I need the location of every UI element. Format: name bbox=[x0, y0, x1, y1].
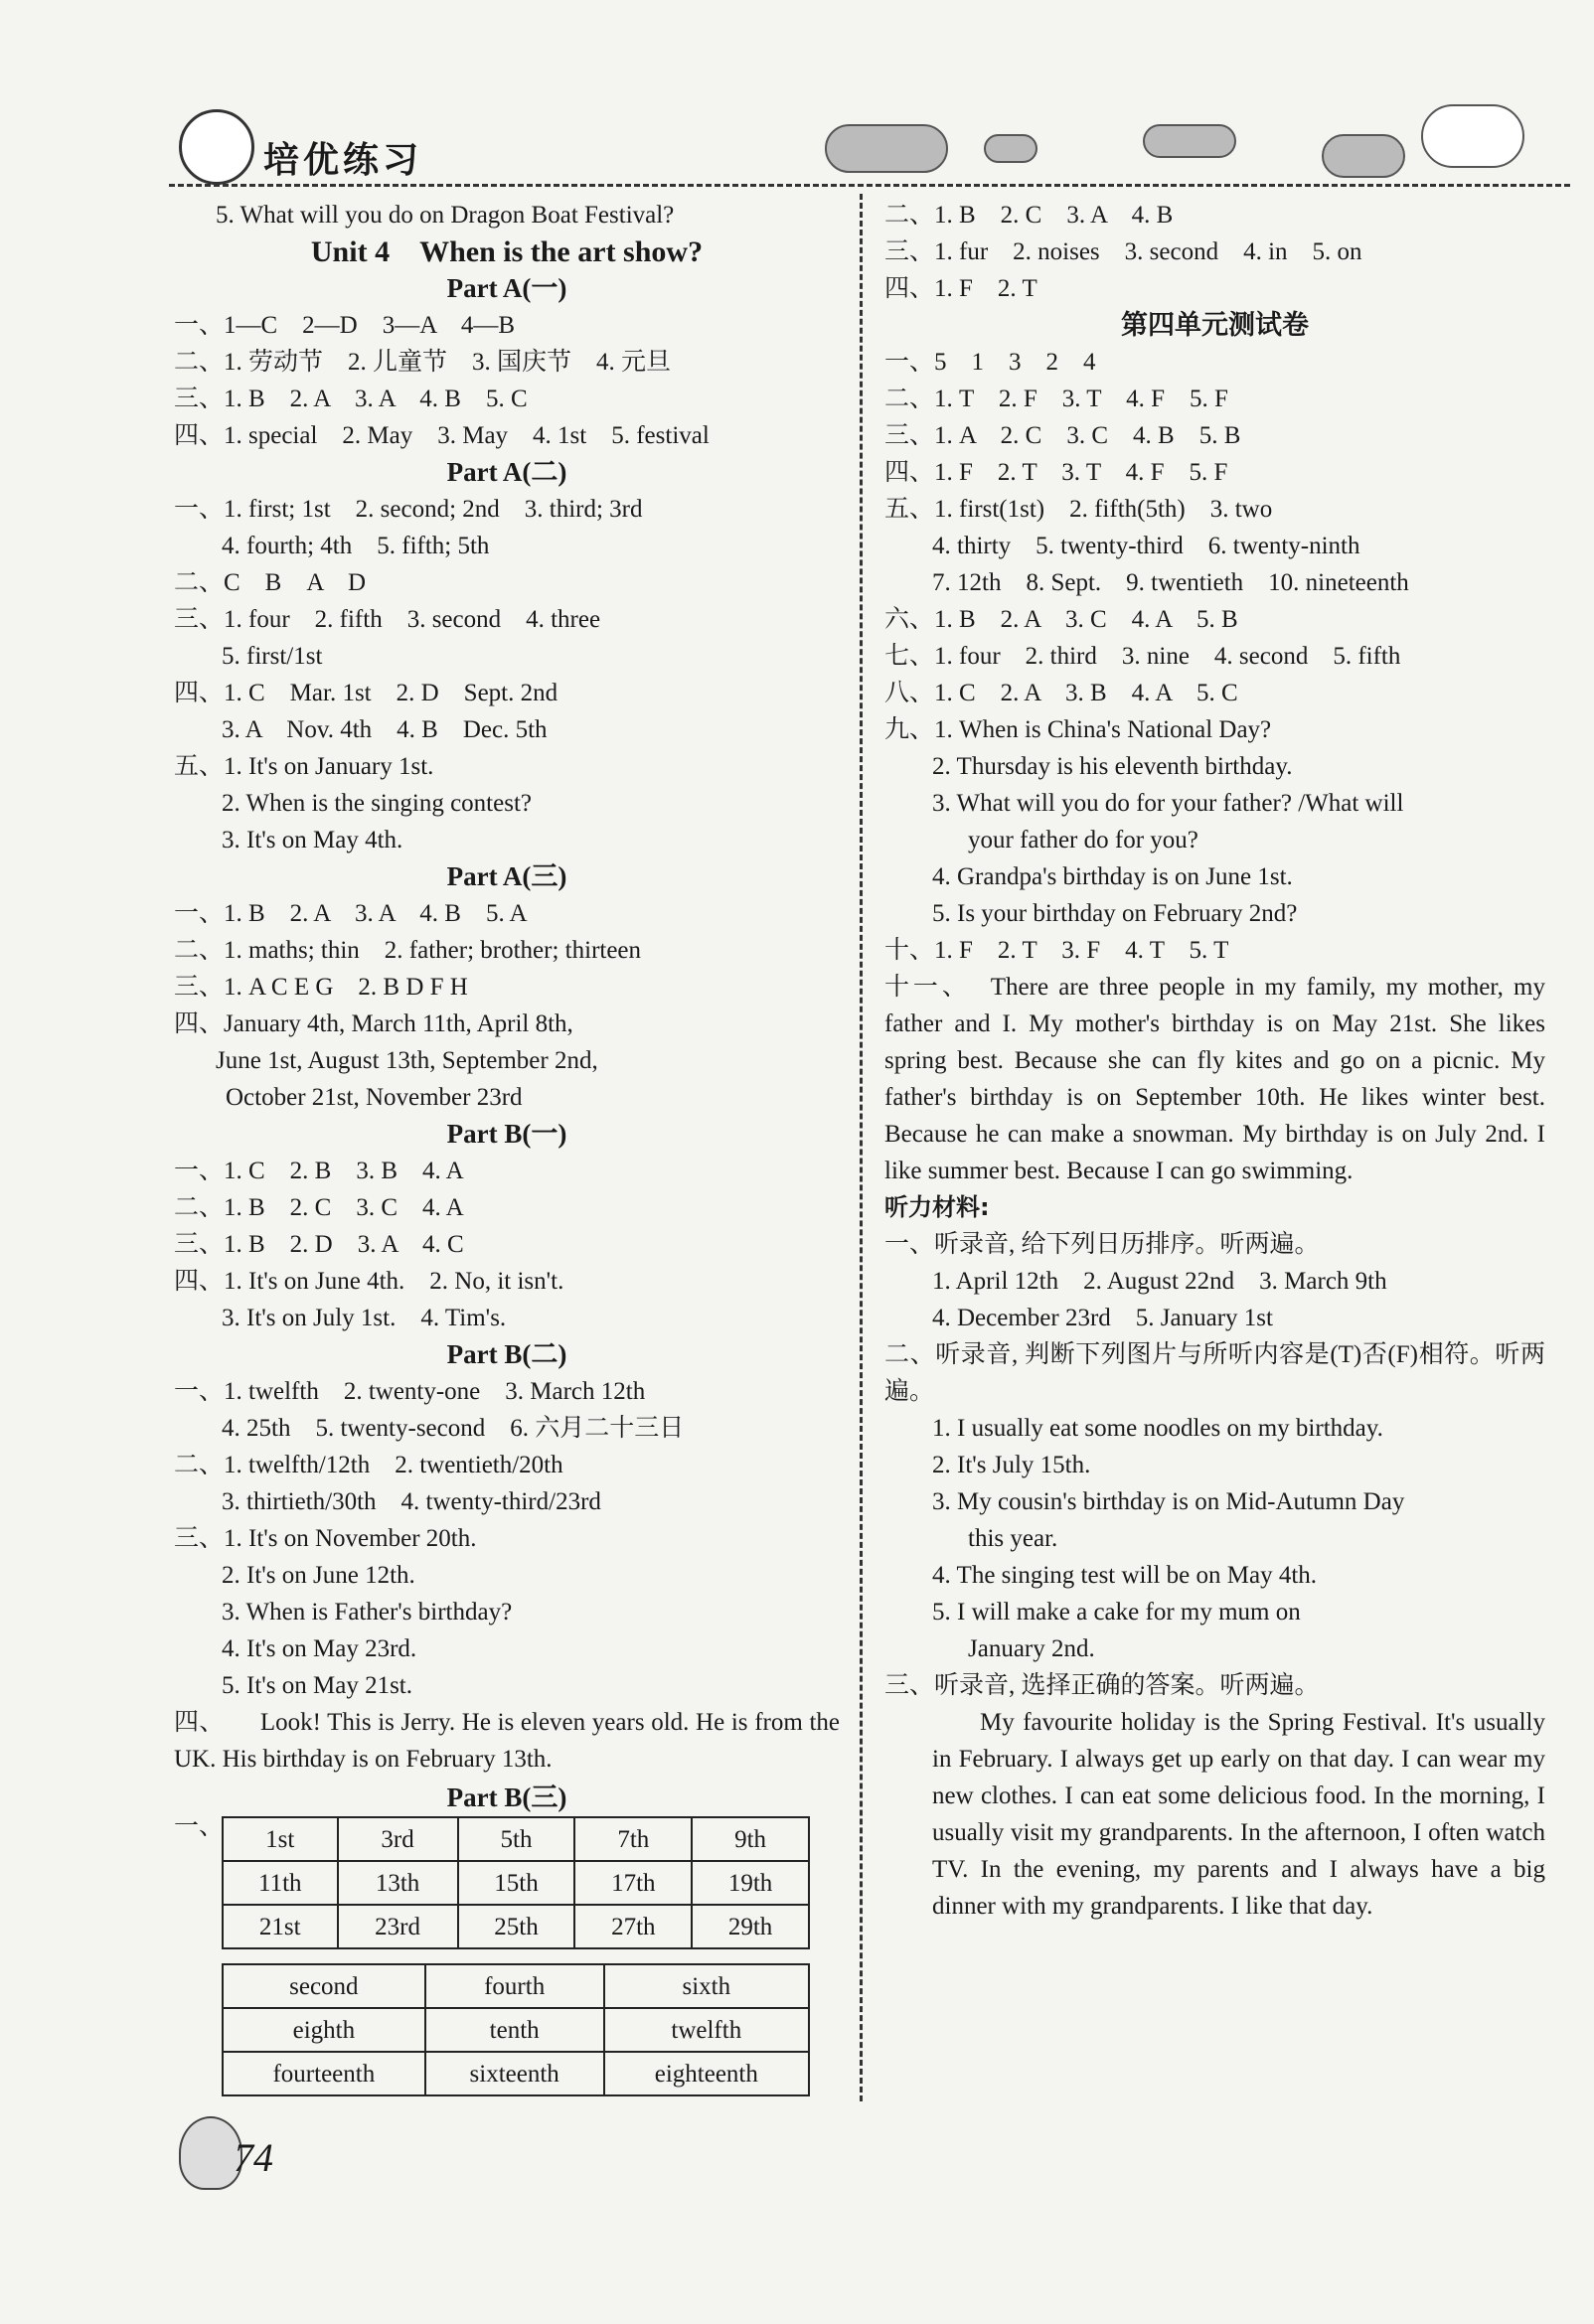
table-cell: 23rd bbox=[338, 1905, 458, 1948]
table-cell: tenth bbox=[425, 2008, 604, 2052]
tables-block bbox=[174, 1813, 840, 2114]
test-title: 第四单元测试卷 bbox=[1121, 310, 1309, 341]
answer-line: 5. It's on May 21st. bbox=[222, 1672, 413, 1699]
answer-line: January 2nd. bbox=[968, 1635, 1095, 1662]
answer-line: 3. It's on July 1st. 4. Tim's. bbox=[222, 1305, 507, 1331]
answer-line: 二、1. twelfth/12th 2. twentieth/20th bbox=[174, 1452, 563, 1478]
answer-line: 4. thirty 5. twenty-third 6. twenty-ninth bbox=[932, 533, 1360, 559]
answer-line: 5. Is your birthday on February 2nd? bbox=[932, 900, 1298, 927]
answer-line: 5. first/1st bbox=[222, 643, 323, 670]
answer-line: 3. When is Father's birthday? bbox=[222, 1599, 513, 1626]
section-title: Part A(二) bbox=[446, 457, 567, 487]
answer-line: 一、1. first; 1st 2. second; 2nd 3. third; 3rd bbox=[174, 496, 643, 523]
answer-line: 3. It's on May 4th. bbox=[222, 827, 403, 853]
answer-line: 二、1. B 2. C 3. A 4. B bbox=[884, 202, 1174, 229]
answer-line: 四、1. special 2. May 3. May 4. 1st 5. festival bbox=[174, 422, 710, 449]
answer-line: 4. fourth; 4th 5. fifth; 5th bbox=[222, 533, 490, 559]
page-number: 74 bbox=[234, 2135, 273, 2180]
header-divider bbox=[169, 184, 1570, 187]
answer-line: your father do for you? bbox=[968, 827, 1198, 853]
table-cell: 13th bbox=[338, 1861, 458, 1905]
answer-line: 2. It's July 15th. bbox=[932, 1452, 1091, 1478]
answer-line: 八、1. C 2. A 3. B 4. A 5. C bbox=[884, 680, 1238, 706]
table-cell: fourteenth bbox=[223, 2052, 425, 2095]
table-cell: second bbox=[223, 1964, 425, 2008]
answer-line: 三、1. It's on November 20th. bbox=[174, 1525, 477, 1552]
answer-line: 一、1. B 2. A 3. A 4. B 5. A bbox=[174, 900, 528, 927]
table-cell: fourth bbox=[425, 1964, 604, 2008]
answer-line: 1. I usually eat some noodles on my birthday. bbox=[932, 1415, 1383, 1442]
item-label: 十一、 bbox=[884, 974, 971, 1001]
book-title: 培优练习 bbox=[263, 140, 423, 181]
section-title: Part B(三) bbox=[446, 1782, 567, 1812]
answer-line: 七、1. four 2. third 3. nine 4. second 5. fifth bbox=[884, 643, 1401, 670]
left-column bbox=[174, 197, 840, 2114]
listening-title: 听力材料: bbox=[884, 1193, 990, 1221]
answer-line: 九、1. When is China's National Day? bbox=[884, 716, 1272, 743]
answer-line: 二、1. maths; thin 2. father; brother; thirteen bbox=[174, 937, 642, 964]
sun-face-icon bbox=[179, 109, 254, 185]
answer-line: 7. 12th 8. Sept. 9. twentieth 10. nineteenth bbox=[932, 569, 1409, 596]
answer-line: 四、1. F 2. T bbox=[884, 275, 1037, 302]
essay-paragraph bbox=[884, 969, 1545, 1189]
item-label: 一、 bbox=[174, 1813, 225, 1840]
column-divider bbox=[860, 194, 863, 2101]
answer-line: 六、1. B 2. A 3. C 4. A 5. B bbox=[884, 606, 1238, 633]
table-cell: twelfth bbox=[604, 2008, 809, 2052]
table-cell: sixth bbox=[604, 1964, 809, 2008]
answer-line: 四、1. C Mar. 1st 2. D Sept. 2nd bbox=[174, 680, 558, 706]
table-cell: eighth bbox=[223, 2008, 425, 2052]
answer-line: 3. What will you do for your father? /What will bbox=[932, 790, 1404, 817]
table-cell: 25th bbox=[458, 1905, 575, 1948]
answer-line: June 1st, August 13th, September 2nd, bbox=[216, 1047, 598, 1074]
answer-line: 二、1. 劳动节 2. 儿童节 3. 国庆节 4. 元旦 bbox=[174, 349, 672, 376]
listening-section-title: 二、听录音, 判断下列图片与所听内容是(T)否(F)相符。听两遍。 bbox=[884, 1341, 1545, 1405]
answer-line: 5. What will you do on Dragon Boat Festival? bbox=[216, 202, 675, 229]
table-cell: 7th bbox=[574, 1817, 692, 1861]
table-cell: 3rd bbox=[338, 1817, 458, 1861]
item-label: 四、 bbox=[174, 1709, 225, 1736]
answer-line: 五、1. first(1st) 2. fifth(5th) 3. two bbox=[884, 496, 1273, 523]
answer-line: 4. December 23rd 5. January 1st bbox=[932, 1305, 1273, 1331]
answer-line: 2. It's on June 12th. bbox=[222, 1562, 415, 1589]
table-cell: 17th bbox=[574, 1861, 692, 1905]
answer-line: 三、1. A 2. C 3. C 4. B 5. B bbox=[884, 422, 1241, 449]
answer-line: 一、1. twelfth 2. twenty-one 3. March 12th bbox=[174, 1378, 646, 1405]
section-title: Part B(一) bbox=[446, 1119, 567, 1149]
answer-line: 二、1. T 2. F 3. T 4. F 5. F bbox=[884, 386, 1228, 412]
cloud-icon bbox=[1143, 124, 1236, 158]
cloud-icon bbox=[825, 124, 948, 173]
table-cell: 27th bbox=[574, 1905, 692, 1948]
table-cell: 19th bbox=[692, 1861, 809, 1905]
answer-line: 三、1. B 2. A 3. A 4. B 5. C bbox=[174, 386, 528, 412]
section-title: Part B(二) bbox=[446, 1339, 567, 1369]
answer-line: 4. The singing test will be on May 4th. bbox=[932, 1562, 1318, 1589]
page-header bbox=[149, 94, 1540, 184]
answer-line: 二、C B A D bbox=[174, 569, 367, 596]
table-cell: 11th bbox=[223, 1861, 338, 1905]
answer-line: 一、5 1 3 2 4 bbox=[884, 349, 1096, 376]
table-cell: 29th bbox=[692, 1905, 809, 1948]
answer-line: 2. When is the singing contest? bbox=[222, 790, 532, 817]
answer-line: 4. Grandpa's birthday is on June 1st. bbox=[932, 863, 1293, 890]
section-title: Part A(三) bbox=[446, 861, 567, 891]
table-cell: 15th bbox=[458, 1861, 575, 1905]
cloud-face-icon bbox=[1421, 104, 1524, 168]
answer-line: 三、1. A C E G 2. B D F H bbox=[174, 974, 468, 1001]
unit-title: Unit 4 When is the art show? bbox=[310, 235, 704, 268]
ordinal-table-1 bbox=[222, 1816, 810, 1949]
answer-paragraph bbox=[174, 1704, 840, 1778]
answer-line: 三、1. B 2. D 3. A 4. C bbox=[174, 1231, 464, 1258]
answer-line: 4. 25th 5. twenty-second 6. 六月二十三日 bbox=[222, 1415, 685, 1442]
answer-line: 三、1. fur 2. noises 3. second 4. in 5. on bbox=[884, 238, 1362, 265]
answer-line: 1. April 12th 2. August 22nd 3. March 9th bbox=[932, 1268, 1387, 1295]
cloud-icon bbox=[1322, 134, 1405, 178]
answer-line: 一、1—C 2—D 3—A 4—B bbox=[174, 312, 516, 339]
right-column bbox=[884, 197, 1545, 1925]
answer-line: October 21st, November 23rd bbox=[226, 1084, 523, 1111]
ordinal-table-2 bbox=[222, 1963, 810, 2096]
paragraph-text: Look! This is Jerry. He is eleven years old. He is from the UK. His birthday is on February 13th. bbox=[174, 1709, 840, 1773]
table-cell: eighteenth bbox=[604, 2052, 809, 2095]
answer-line: 二、1. B 2. C 3. C 4. A bbox=[174, 1194, 464, 1221]
answer-line: 三、1. four 2. fifth 3. second 4. three bbox=[174, 606, 601, 633]
answer-line: 2. Thursday is his eleventh birthday. bbox=[932, 753, 1293, 780]
paragraph-text: There are three people in my family, my mother, my father and I. My mother's birthday is on May 21st. She likes spring best. Because she can fly kites and go on a picnic. My father's birthday is on September 10th. He likes winter best. Because he can make a snowman. My birthday is on July 2nd. I like summer best. Because I can go swimming. bbox=[884, 974, 1545, 1184]
table-cell: sixteenth bbox=[425, 2052, 604, 2095]
answer-line: 十、1. F 2. T 3. F 4. T 5. T bbox=[884, 937, 1229, 964]
answer-line: 5. I will make a cake for my mum on bbox=[932, 1599, 1301, 1626]
answer-line: 五、1. It's on January 1st. bbox=[174, 753, 434, 780]
section-title: Part A(一) bbox=[446, 273, 567, 303]
table-cell: 1st bbox=[223, 1817, 338, 1861]
answer-line: 一、1. C 2. B 3. B 4. A bbox=[174, 1158, 464, 1184]
answer-line: 3. My cousin's birthday is on Mid-Autumn Day bbox=[932, 1488, 1405, 1515]
answer-line: this year. bbox=[968, 1525, 1058, 1552]
table-cell: 5th bbox=[458, 1817, 575, 1861]
answer-line: 四、1. It's on June 4th. 2. No, it isn't. bbox=[174, 1268, 564, 1295]
table-cell: 9th bbox=[692, 1817, 809, 1861]
table-cell: 21st bbox=[223, 1905, 338, 1948]
answer-line: 3. thirtieth/30th 4. twenty-third/23rd bbox=[222, 1488, 601, 1515]
cloud-icon bbox=[984, 134, 1037, 163]
listening-paragraph: My favourite holiday is the Spring Festival. It's usually in February. I always get up early on that day. I can wear my new clothes. I can eat some delicious food. In the morning, I usually visit my grandparents. In the afternoon, I often watch TV. In the evening, my parents and I always have a big dinner with my grandparents. I like that day. bbox=[932, 1709, 1545, 1920]
answer-line: 四、January 4th, March 11th, April 8th, bbox=[174, 1010, 573, 1037]
listening-section-title: 三、听录音, 选择正确的答案。听两遍。 bbox=[884, 1672, 1320, 1699]
listening-section-title: 一、听录音, 给下列日历排序。听两遍。 bbox=[884, 1231, 1320, 1258]
answer-line: 3. A Nov. 4th 4. B Dec. 5th bbox=[222, 716, 548, 743]
answer-line: 四、1. F 2. T 3. T 4. F 5. F bbox=[884, 459, 1228, 486]
answer-line: 4. It's on May 23rd. bbox=[222, 1635, 417, 1662]
